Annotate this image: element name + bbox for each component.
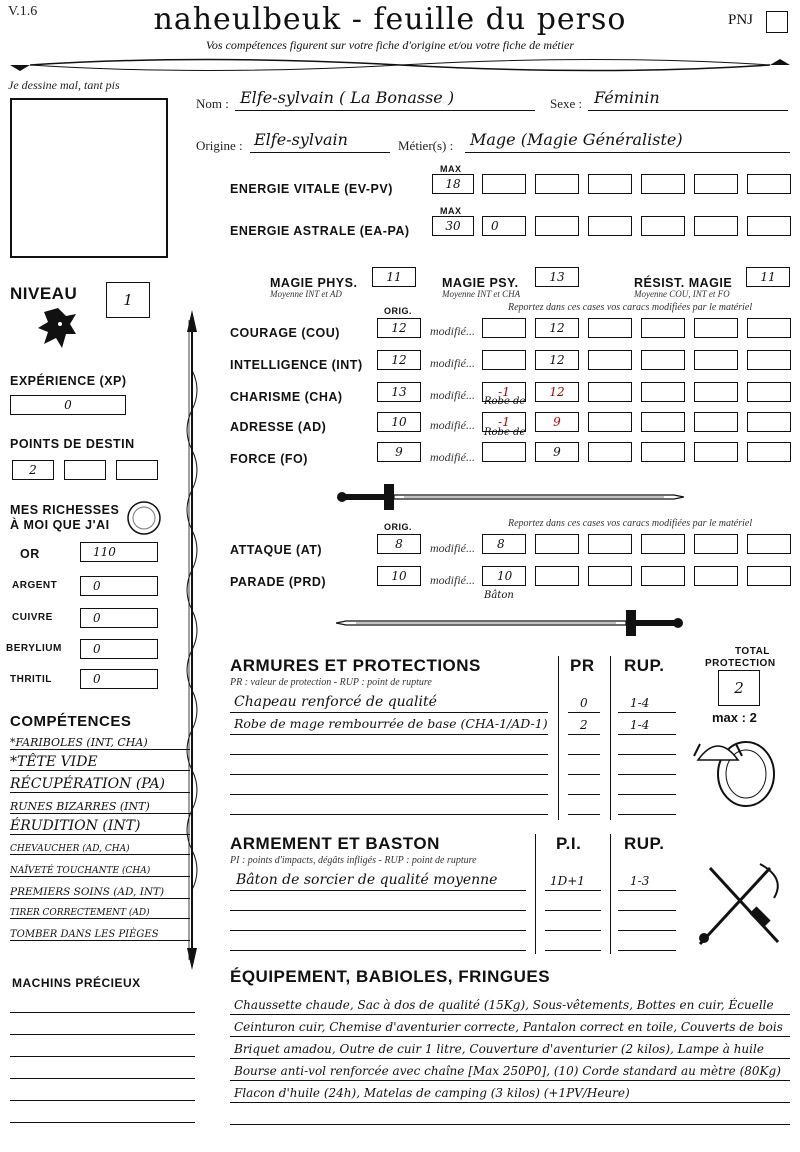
origine-value[interactable]: Elfe-sylvain <box>254 130 348 149</box>
armement-col-pi: P.I. <box>556 834 582 853</box>
combat-orig-label: ORIG. <box>384 522 413 532</box>
destin-box[interactable]: 2 <box>12 460 54 480</box>
carac-label: COURAGE (COU) <box>230 326 340 340</box>
metier-value[interactable]: Mage (Magie Généraliste) <box>470 130 683 149</box>
carac-box[interactable] <box>588 350 632 370</box>
ev-box[interactable] <box>694 174 738 194</box>
ea-box[interactable] <box>641 216 685 236</box>
origine-label: Origine : <box>196 138 243 153</box>
page-subtitle: Vos compétences figurent sur votre fiche d'origine et/ou votre fiche de métier <box>205 38 575 52</box>
carac-mod-note: Robe de <box>484 427 526 438</box>
carac-box[interactable] <box>588 442 632 462</box>
modif-label: modifié... <box>430 573 475 587</box>
total-protection-box[interactable]: 2 <box>718 670 760 706</box>
weapons-icon <box>690 858 790 950</box>
berylium-box[interactable]: 0 <box>80 639 158 659</box>
armure-pr[interactable]: 0 <box>580 696 588 710</box>
machin-line[interactable] <box>10 1122 195 1123</box>
competence-item: TIRER CORRECTEMENT (AD) <box>10 908 190 919</box>
carac-box[interactable] <box>641 442 685 462</box>
xp-box[interactable]: 0 <box>10 395 126 415</box>
carac-orig-box[interactable]: 9 <box>377 442 421 462</box>
pnj-checkbox[interactable] <box>766 11 788 33</box>
carac-label: INTELLIGENCE (INT) <box>230 358 363 372</box>
equipement-line[interactable]: Flacon d'huile (24h), Matelas de camping (3 kilos) (+1PV/Heure) <box>234 1086 630 1100</box>
dragon-icon <box>36 304 80 360</box>
carac-mod-box[interactable] <box>482 442 526 462</box>
resist-magie-label: RÉSIST. MAGIE <box>634 276 733 290</box>
cuivre-box[interactable]: 0 <box>80 608 158 628</box>
modif-label: modifié... <box>430 388 475 402</box>
competence-item: ÉRUDITION (INT) <box>10 818 190 835</box>
magie-phys-box[interactable]: 11 <box>372 267 416 287</box>
total-label-2: PROTECTION <box>705 658 776 669</box>
ea-max-box[interactable]: 30 <box>432 216 474 236</box>
armure-rup[interactable]: 1-4 <box>630 696 650 710</box>
caracs-orig-label: ORIG. <box>384 306 413 316</box>
carac-box[interactable] <box>588 382 632 402</box>
armures-col-rup: RUP. <box>624 656 665 675</box>
modif-label: modifié... <box>430 541 475 555</box>
combat-box[interactable] <box>641 534 685 554</box>
portrait-caption: Je dessine mal, tant pis <box>8 78 120 92</box>
niveau-box[interactable]: 1 <box>106 282 150 318</box>
machin-line[interactable] <box>10 1034 195 1035</box>
ev-box[interactable] <box>641 174 685 194</box>
page-title: naheulbeuk - feuille du perso <box>153 2 627 37</box>
armure-name[interactable]: Robe de mage rembourrée de base (CHA-1/AD-1) <box>234 716 548 731</box>
competence-item: TOMBER DANS LES PIÈGES <box>10 929 190 941</box>
modif-label: modifié... <box>430 418 475 432</box>
carac-box[interactable] <box>588 318 632 338</box>
machin-line[interactable] <box>10 1100 195 1101</box>
magie-phys-label: MAGIE PHYS. <box>270 276 358 290</box>
carac-box[interactable] <box>641 412 685 432</box>
carac-box[interactable] <box>694 350 738 370</box>
carac-box[interactable] <box>747 442 791 462</box>
armures-subtitle: PR : valeur de protection - RUP : point de rupture <box>230 677 432 688</box>
ev-max-box[interactable]: 18 <box>432 174 474 194</box>
carac-orig-box[interactable]: 12 <box>377 318 421 338</box>
machins-title: MACHINS PRÉCIEUX <box>12 976 141 990</box>
ev-box[interactable] <box>535 174 579 194</box>
combat-box[interactable] <box>641 566 685 586</box>
competence-item: RUNES BIZARRES (INT) <box>10 800 190 814</box>
combat-box[interactable] <box>588 566 632 586</box>
carac-box[interactable] <box>747 412 791 432</box>
richesses-label-1: MES RICHESSES <box>10 503 120 517</box>
resist-magie-box[interactable]: 11 <box>746 267 790 287</box>
destin-box[interactable] <box>116 460 158 480</box>
carac-mod-box[interactable] <box>482 318 526 338</box>
carac-val-box[interactable]: 12 <box>535 318 579 338</box>
ea-box[interactable] <box>747 216 791 236</box>
magie-phys-note: Moyenne INT et AD <box>270 289 342 299</box>
carac-box[interactable] <box>747 318 791 338</box>
ea-box[interactable] <box>588 216 632 236</box>
metier-label: Métier(s) : <box>398 138 454 153</box>
ea-max-label: MAX <box>440 206 462 216</box>
helmet-shield-icon <box>690 726 780 810</box>
thritil-box[interactable]: 0 <box>80 669 158 689</box>
armement-title: ARMEMENT ET BASTON <box>230 834 440 853</box>
modif-label: modifié... <box>430 324 475 338</box>
competences-title: COMPÉTENCES <box>10 713 132 730</box>
carac-label: CHARISME (CHA) <box>230 390 343 404</box>
sword-icon <box>334 480 684 514</box>
arme-pi[interactable]: 1D+1 <box>550 874 585 888</box>
arme-rup[interactable]: 1-3 <box>630 874 650 888</box>
or-box[interactable]: 110 <box>80 542 158 562</box>
carac-box[interactable] <box>694 318 738 338</box>
carac-box[interactable] <box>747 382 791 402</box>
modif-label: modifié... <box>430 356 475 370</box>
ev-max-label: MAX <box>440 164 462 174</box>
armure-rup[interactable]: 1-4 <box>630 718 650 732</box>
ea-box[interactable] <box>694 216 738 236</box>
carac-orig-box[interactable]: 12 <box>377 350 421 370</box>
combat-box[interactable] <box>535 566 579 586</box>
carac-val-box[interactable]: 12 <box>535 382 579 402</box>
combat-label: PARADE (PRD) <box>230 575 327 589</box>
carac-box[interactable] <box>694 382 738 402</box>
combat-note-text: Bâton <box>484 590 514 601</box>
ea-current-box[interactable]: 0 <box>482 216 526 236</box>
portrait-frame[interactable] <box>10 98 168 258</box>
ev-label: ENERGIE VITALE (EV-PV) <box>230 182 393 196</box>
combat-val-box[interactable]: 10 <box>482 566 526 586</box>
carac-label: FORCE (FO) <box>230 452 308 466</box>
combat-box[interactable] <box>694 566 738 586</box>
competence-item: NAÏVETÉ TOUCHANTE (CHA) <box>10 866 190 877</box>
berylium-label: BERYLIUM <box>6 643 62 654</box>
ev-box[interactable] <box>747 174 791 194</box>
version-label: V.1.6 <box>8 4 38 19</box>
thritil-label: THRITIL <box>10 674 52 685</box>
combat-box[interactable] <box>747 566 791 586</box>
carac-orig-box[interactable]: 13 <box>377 382 421 402</box>
xp-label: EXPÉRIENCE (XP) <box>10 374 127 388</box>
carac-box[interactable] <box>694 412 738 432</box>
equipement-line[interactable]: Ceinturon cuir, Chemise d'aventurier correcte, Pantalon correct en toile, Couverts de bois <box>234 1020 783 1034</box>
max-protection: max : 2 <box>712 710 757 725</box>
machin-line[interactable] <box>10 1012 195 1013</box>
combat-orig-box[interactable]: 10 <box>377 566 421 586</box>
destin-label: POINTS DE DESTIN <box>10 437 135 451</box>
carac-val-box[interactable]: 9 <box>535 412 579 432</box>
richesses-label-2: À MOI QUE J'AI <box>10 518 110 532</box>
equipement-title: ÉQUIPEMENT, BABIOLES, FRINGUES <box>230 967 551 986</box>
pnj-label: PNJ <box>728 12 754 28</box>
equipement-line[interactable]: Briquet amadou, Outre de cuir 1 litre, Couverture d'aventurier (2 kilos), Lampe à huile <box>234 1042 764 1056</box>
ev-box[interactable] <box>482 174 526 194</box>
carac-val-box[interactable]: 12 <box>535 350 579 370</box>
combat-box[interactable] <box>747 534 791 554</box>
total-label-1: TOTAL <box>735 646 770 657</box>
nom-value[interactable]: Elfe-sylvain ( La Bonasse ) <box>240 88 455 107</box>
destin-box[interactable] <box>64 460 106 480</box>
modif-label: modifié... <box>430 450 475 464</box>
carac-box[interactable] <box>694 442 738 462</box>
combat-label: ATTAQUE (AT) <box>230 543 323 557</box>
coin-icon <box>126 500 162 536</box>
magie-psy-label: MAGIE PSY. <box>442 276 519 290</box>
header-flourish <box>0 52 800 78</box>
carac-box[interactable] <box>588 412 632 432</box>
nom-label: Nom : <box>196 96 229 111</box>
competence-item: *FARIBOLES (INT, CHA) <box>10 736 190 750</box>
argent-box[interactable]: 0 <box>80 576 158 596</box>
armures-col-pr: PR <box>570 656 595 675</box>
ea-label: ENERGIE ASTRALE (EA-PA) <box>230 224 410 238</box>
carac-mod-box[interactable] <box>482 350 526 370</box>
combat-box[interactable] <box>535 534 579 554</box>
combat-note: Reportez dans ces cases vos caracs modifiées par le matériel <box>508 518 753 529</box>
competence-item: *TÊTE VIDE <box>10 754 190 771</box>
machin-line[interactable] <box>10 1078 195 1079</box>
equipement-line[interactable]: Bourse anti-vol renforcée avec chaîne [Max 250P0], (10) Corde standard au mètre (80Kg) <box>234 1064 781 1078</box>
armement-subtitle: PI : points d'impacts, dégâts infligés - RUP : point de rupture <box>230 855 477 866</box>
armure-name[interactable]: Chapeau renforcé de qualité <box>234 694 437 710</box>
armement-col-rup: RUP. <box>624 834 665 853</box>
carac-mod-note: Robe de <box>484 396 526 407</box>
cuivre-label: CUIVRE <box>12 612 53 623</box>
niveau-label: NIVEAU <box>10 284 78 303</box>
carac-box[interactable] <box>641 350 685 370</box>
magie-psy-note: Moyenne INT et CHA <box>442 289 521 299</box>
arme-name[interactable]: Bâton de sorcier de qualité moyenne <box>236 872 498 888</box>
competence-item: CHEVAUCHER (AD, CHA) <box>10 844 190 855</box>
carac-mod-box[interactable]: -1 <box>482 412 526 432</box>
combat-box[interactable] <box>588 534 632 554</box>
combat-box[interactable] <box>694 534 738 554</box>
carac-orig-box[interactable]: 10 <box>377 412 421 432</box>
sexe-value[interactable]: Féminin <box>594 88 660 107</box>
competence-item: RÉCUPÉRATION (PA) <box>10 776 190 793</box>
caracs-note: Reportez dans ces cases vos caracs modifiées par le matériel <box>508 302 753 313</box>
carac-mod-box[interactable]: -1 <box>482 382 526 402</box>
carac-val-box[interactable]: 9 <box>535 442 579 462</box>
argent-label: ARGENT <box>12 580 58 591</box>
sword-icon <box>336 606 686 640</box>
combat-val-box[interactable]: 8 <box>482 534 526 554</box>
equipement-line[interactable]: Chaussette chaude, Sac à dos de qualité (15Kg), Sous-vêtements, Bottes en cuir, Écuelle <box>234 998 774 1012</box>
magie-psy-box[interactable]: 13 <box>535 267 579 287</box>
resist-magie-note: Moyenne COU, INT et FO <box>634 289 730 299</box>
or-label: OR <box>20 547 40 561</box>
armures-title: ARMURES ET PROTECTIONS <box>230 656 481 675</box>
ea-box[interactable] <box>535 216 579 236</box>
carac-box[interactable] <box>747 350 791 370</box>
armure-pr[interactable]: 2 <box>580 718 588 732</box>
carac-label: ADRESSE (AD) <box>230 420 327 434</box>
ev-box[interactable] <box>588 174 632 194</box>
sexe-label: Sexe : <box>550 96 583 111</box>
carac-box[interactable] <box>641 382 685 402</box>
competence-item: PREMIERS SOINS (AD, INT) <box>10 886 190 899</box>
combat-orig-box[interactable]: 8 <box>377 534 421 554</box>
carac-box[interactable] <box>641 318 685 338</box>
machin-line[interactable] <box>10 1056 195 1057</box>
